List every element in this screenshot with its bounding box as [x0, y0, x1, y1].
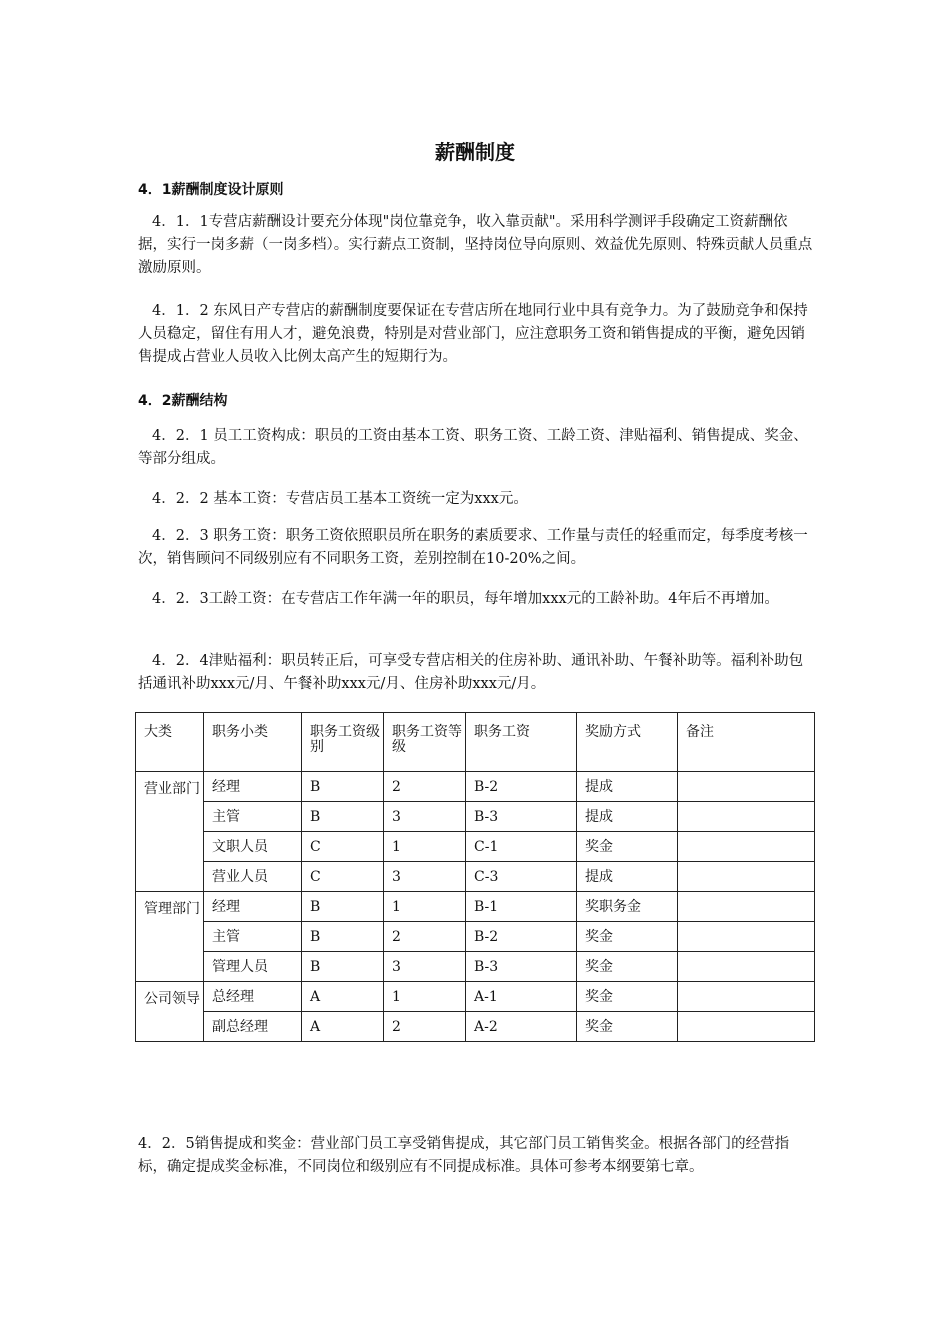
table-cell: A-2 [466, 1012, 577, 1042]
table-cell: 1 [384, 982, 466, 1012]
table-cell [678, 892, 815, 922]
table-cell: 经理 [204, 772, 302, 802]
paragraph-4-2-1: 4．2．1 员工工资构成：职员的工资由基本工资、职务工资、工龄工资、津贴福利、销售提成、奖金、等部分组成。 [138, 428, 808, 467]
paragraph-4-2-2: 4．2．2 基本工资：专营店员工基本工资统一定为xxx元。 [152, 491, 528, 507]
table-header: 职务工资 [466, 713, 577, 772]
table-cell [678, 862, 815, 892]
table-cell: C-3 [466, 862, 577, 892]
table-cell: 2 [384, 772, 466, 802]
category-cell: 公司领导 [136, 982, 204, 1042]
table-row [136, 952, 815, 982]
table-row [136, 772, 815, 802]
paragraph-4-1-2: 4．1．2 东风日产专营店的薪酬制度要保证在专营店所在地同行业中具有竞争力。为了鼓励竞争和保持人员稳定，留住有用人才，避免浪费，特别是对营业部门，应注意职务工资和销售提成的平衡，避免因销售提成占营业人员收入比例太高产生的短期行为。 [138, 303, 808, 365]
table-header-row [136, 713, 815, 772]
table-cell [678, 922, 815, 952]
table-cell: 主管 [204, 922, 302, 952]
table-cell: B-1 [466, 892, 577, 922]
table-cell: B-3 [466, 952, 577, 982]
table-cell: B [302, 892, 384, 922]
table-cell [678, 982, 815, 1012]
table-cell: 总经理 [204, 982, 302, 1012]
table-cell: 3 [384, 862, 466, 892]
table-cell: B [302, 772, 384, 802]
table-cell: A [302, 982, 384, 1012]
table-cell: 2 [384, 922, 466, 952]
table-cell: 奖金 [577, 922, 678, 952]
table-cell: 奖金 [577, 832, 678, 862]
table-header: 职务工资等级 [384, 713, 466, 772]
table-row [136, 982, 815, 1012]
table-cell: C [302, 862, 384, 892]
section-heading-4-2: 4．2薪酬结构 [138, 393, 228, 409]
table-cell [678, 832, 815, 862]
category-cell: 管理部门 [136, 892, 204, 982]
table-cell: 提成 [577, 802, 678, 832]
table-cell: 文职人员 [204, 832, 302, 862]
table-row [136, 802, 815, 832]
table-row [136, 922, 815, 952]
paragraph-4-1-1: 4．1．1专营店薪酬设计要充分体现"岗位靠竞争，收入靠贡献"。采用科学测评手段确定工资薪酬依据，实行一岗多薪（一岗多档）。实行薪点工资制，坚持岗位导向原则、效益优先原则、特殊贡献人员重点激励原则。 [138, 214, 813, 276]
table-cell: 提成 [577, 862, 678, 892]
paragraph-4-2-3: 4．2．3 职务工资：职务工资依照职员所在职务的素质要求、工作量与责任的轻重而定，每季度考核一次，销售顾问不同级别应有不同职务工资，差别控制在10-20%之间。 [138, 528, 808, 567]
category-cell: 营业部门 [136, 772, 204, 892]
table-header: 奖励方式 [577, 713, 678, 772]
table-cell: 1 [384, 892, 466, 922]
table-cell: C-1 [466, 832, 577, 862]
table-cell [678, 802, 815, 832]
table-cell: 奖职务金 [577, 892, 678, 922]
table-cell: 主管 [204, 802, 302, 832]
table-cell: 副总经理 [204, 1012, 302, 1042]
table-cell: B [302, 802, 384, 832]
table-row [136, 1012, 815, 1042]
table-cell [678, 952, 815, 982]
table-header: 职务小类 [204, 713, 302, 772]
table-cell: A-1 [466, 982, 577, 1012]
table-cell: B [302, 952, 384, 982]
table-header: 职务工资级别 [302, 713, 384, 772]
section-heading-4-1: 4．1薪酬制度设计原则 [138, 182, 284, 198]
table-cell: B [302, 922, 384, 952]
table-header: 备注 [678, 713, 815, 772]
salary-table [135, 712, 815, 1042]
table-cell: B-2 [466, 772, 577, 802]
table-cell: 经理 [204, 892, 302, 922]
table-cell: A [302, 1012, 384, 1042]
table-cell: B-3 [466, 802, 577, 832]
page-title: 薪酬制度 [435, 140, 515, 164]
table-cell: 2 [384, 1012, 466, 1042]
table-row [136, 862, 815, 892]
table-cell: 奖金 [577, 1012, 678, 1042]
table-cell: C [302, 832, 384, 862]
table-cell: 1 [384, 832, 466, 862]
table-row [136, 832, 815, 862]
paragraph-4-2-4: 4．2．4津贴福利：职员转正后，可享受专营店相关的住房补助、通讯补助、午餐补助等。福利补助包括通讯补助xxx元/月、午餐补助xxx元/月、住房补助xxx元/月。 [138, 653, 804, 692]
table-cell: 营业人员 [204, 862, 302, 892]
table-cell: B-2 [466, 922, 577, 952]
table-cell: 3 [384, 952, 466, 982]
table-cell [678, 772, 815, 802]
table-cell [678, 1012, 815, 1042]
table-cell: 3 [384, 802, 466, 832]
paragraph-4-2-3-seniority: 4．2．3工龄工资：在专营店工作年满一年的职员，每年增加xxx元的工龄补助。4年后不再增加。 [152, 591, 779, 607]
table-cell: 提成 [577, 772, 678, 802]
table-header: 大类 [136, 713, 204, 772]
paragraph-4-2-5: 4．2．5销售提成和奖金：营业部门员工享受销售提成，其它部门员工销售奖金。根据各部门的经营指标，确定提成奖金标准，不同岗位和级别应有不同提成标准。具体可参考本纲要第七章。 [138, 1136, 790, 1175]
table-cell: 管理人员 [204, 952, 302, 982]
table-cell: 奖金 [577, 952, 678, 982]
table-cell: 奖金 [577, 982, 678, 1012]
table-row [136, 892, 815, 922]
